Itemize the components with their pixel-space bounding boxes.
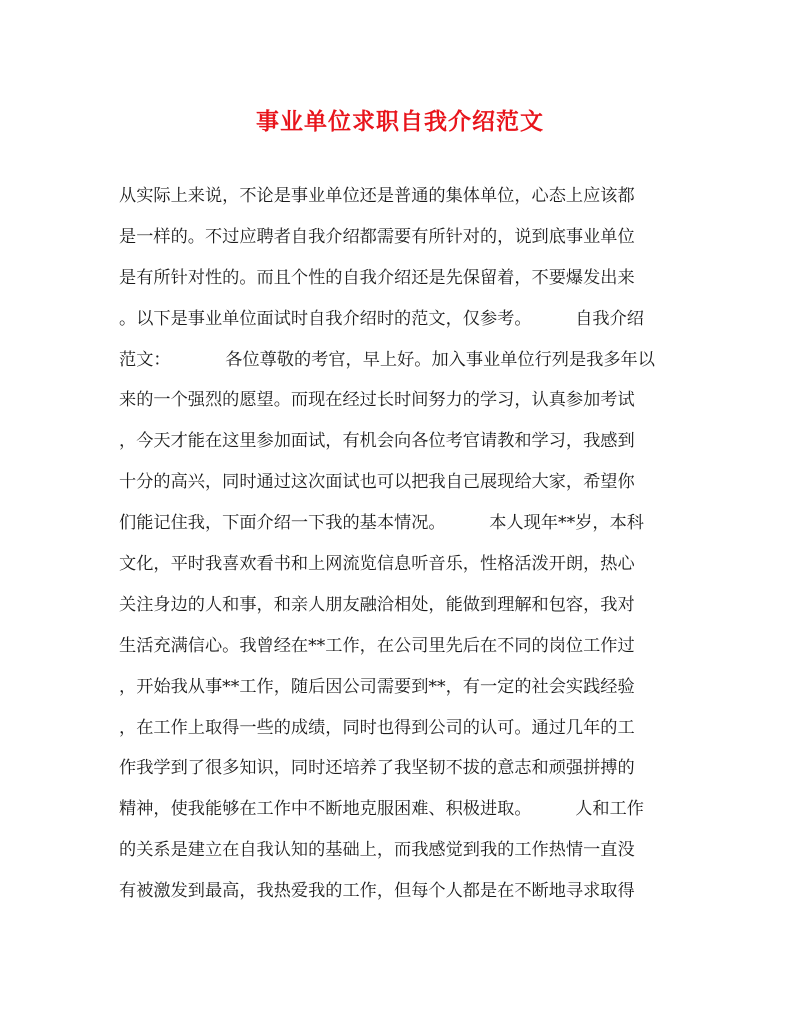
body-line: 范文： 各位尊敬的考官，早上好。加入事业单位行列是我多年以 xyxy=(119,349,655,370)
body-line: ，今天才能在这里参加面试，有机会向各位考官请教和学习，我感到 xyxy=(119,431,635,452)
body-line: 是有所针对性的。而且个性的自我介绍还是先保留着，不要爆发出来 xyxy=(119,267,635,288)
body-line: ，在工作上取得一些的成绩，同时也得到公司的认可。通过几年的工 xyxy=(119,717,635,738)
body-line: 生活充满信心。我曾经在**工作，在公司里先后在不同的岗位工作过 xyxy=(119,635,635,656)
body-line: 精神，使我能够在工作中不断地克服困难、积极进取。 人和工作 xyxy=(119,799,644,820)
body-line: 。以下是事业单位面试时自我介绍时的范文，仅参考。 自我介绍 xyxy=(119,308,644,329)
body-line: 的关系是建立在自我认知的基础上，而我感觉到我的工作热情一直没 xyxy=(119,840,635,861)
body-line: 有被激发到最高，我热爱我的工作，但每个人都是在不断地寻求取得 xyxy=(119,881,635,902)
body-line: 从实际上来说，不论是事业单位还是普通的集体单位，心态上应该都 xyxy=(119,186,635,206)
document-body xyxy=(119,176,689,912)
body-line: 关注身边的人和事，和亲人朋友融洽相处，能做到理解和包容，我对 xyxy=(119,594,635,615)
body-line: 文化，平时我喜欢看书和上网流览信息听音乐，性格活泼开朗，热心 xyxy=(119,554,635,575)
document-title: 事业单位求职自我介绍范文 xyxy=(256,108,544,135)
body-line: 作我学到了很多知识，同时还培养了我坚韧不拔的意志和顽强拼搏的 xyxy=(119,758,635,779)
body-line: 来的一个强烈的愿望。而现在经过长时间努力的学习，认真参加考试 xyxy=(119,390,635,411)
body-line: ，开始我从事**工作，随后因公司需要到**，有一定的社会实践经验 xyxy=(119,676,635,697)
body-line: 十分的高兴，同时通过这次面试也可以把我自己展现给大家，希望你 xyxy=(119,472,635,493)
body-line: 们能记住我，下面介绍一下我的基本情况。 本人现年**岁，本科 xyxy=(119,513,644,534)
body-line: 是一样的。不过应聘者自我介绍都需要有所针对的，说到底事业单位 xyxy=(119,226,635,247)
